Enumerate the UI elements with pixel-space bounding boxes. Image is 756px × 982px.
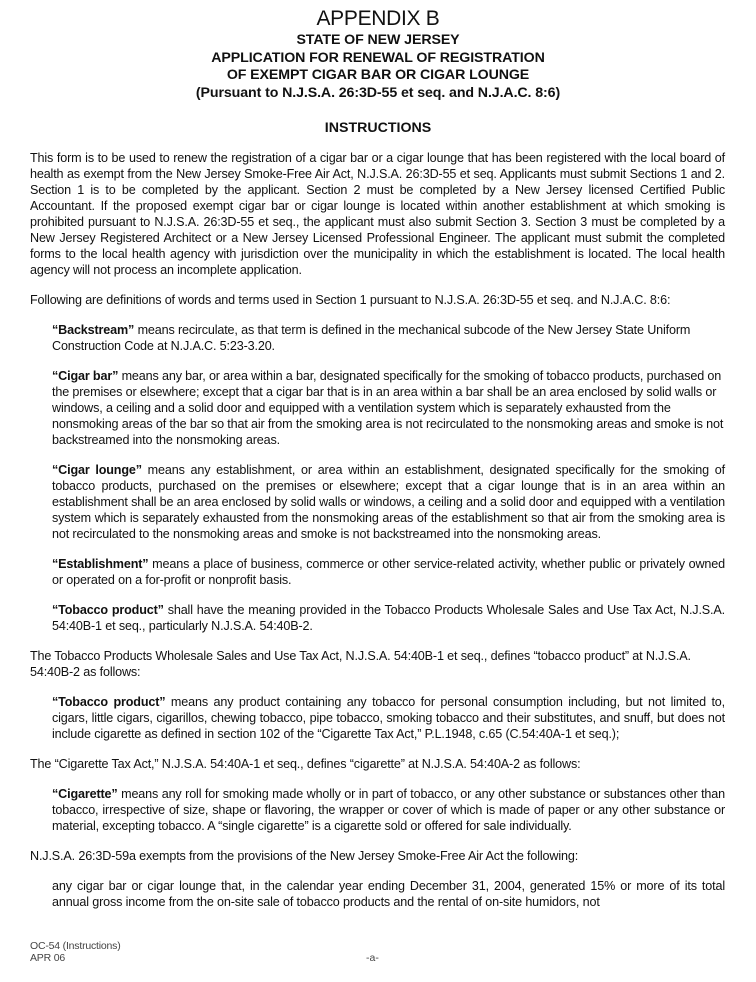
definition-text: means recirculate, as that term is defined in the mechanical subcode of the New Jersey State Uniform Construction Code at N.J.A.C. 5:23-3.20. <box>52 323 691 353</box>
definition-tobacco-product <box>52 602 725 634</box>
tobacco-act-intro: The Tobacco Products Wholesale Sales and Use Tax Act, N.J.S.A. 54:40B-1 et seq., defines “tobacco product” at N.J.S.A. 54:40B-2 as follows: <box>30 649 691 679</box>
form-number: OC-54 (Instructions) <box>30 940 121 952</box>
exemption-intro: N.J.S.A. 26:3D-59a exempts from the provisions of the New Jersey Smoke-Free Air Act the following: <box>30 849 579 863</box>
instructions-heading: INSTRUCTIONS <box>324 120 432 136</box>
definition-term: “Cigarette” <box>52 787 118 801</box>
definition-text: means any roll for smoking made wholly or in part of tobacco, or any other substance or substances other than tobacco, irrespective of size, shape or flavoring, the wrapper or cover of which is made of paper or any other substance or material, excepting tobacco. A “single cigarette” is a cigarette sold or offered for sale individually. <box>52 787 725 833</box>
definition-establishment <box>52 556 725 588</box>
cigarette-definition <box>52 786 725 834</box>
state-title: STATE OF NEW JERSEY <box>296 32 460 48</box>
definition-term: “Tobacco product” <box>52 695 166 709</box>
definition-text: means any establishment, or area within an establishment, designated specifically for the smoking of tobacco products, purchased on the premises or elsewhere; except that a cigar lounge that is in an area within an establishment shall be an area enclosed by solid walls or windows, a ceiling and a solid door and equipped with a ventilation system which is separately exhausted from the nonsmoking areas of the establishment so that air from the smoking area is not recirculated to the nonsmoking areas and smoke is not backstreamed into the nonsmoking areas. <box>52 463 725 541</box>
tobacco-product-statutory-definition <box>52 694 725 742</box>
application-title-cont: OF EXEMPT CIGAR BAR OR CIGAR LOUNGE <box>226 67 530 83</box>
definition-text: means a place of business, commerce or other service-related activity, whether public or privately owned or operated on a for-profit or nonprofit basis. <box>52 557 725 587</box>
definition-text: means any product containing any tobacco for personal consumption including, but not limited to, cigars, little cigars, cigarillos, chewing tobacco, pipe tobacco, smoking tobacco and their substitutes, and snuff, but does not include cigarette as defined in section 102 of the “Cigarette Tax Act,” P.L.1948, c.65 (C.54:40A-1 et seq.); <box>52 695 725 741</box>
definition-backstream <box>52 322 725 354</box>
definition-text: shall have the meaning provided in the Tobacco Products Wholesale Sales and Use Tax Act, N.J.S.A. 54:40B-1 et seq., particularly N.J.S.A. 54:40B-2. <box>52 603 726 633</box>
definition-cigar-bar <box>52 368 725 448</box>
definition-term: “Cigar lounge” <box>52 463 142 477</box>
form-date: APR 06 <box>30 952 65 964</box>
definition-term: “Establishment” <box>52 557 149 571</box>
exemption-text: any cigar bar or cigar lounge that, in the calendar year ending December 31, 2004, generated 15% or more of its total annual gross income from the on-site sale of tobacco products and the rental of on-site humidors, not <box>52 879 725 909</box>
page-number: -a- <box>366 952 379 964</box>
definition-text: means any bar, or area within a bar, designated specifically for the smoking of tobacco products, purchased on the premises or elsewhere; except that a cigar bar that is in an area within a bar shall be an area enclosed by solid walls or windows, a ceiling and a solid door and equipped with a ventilation system which is separately exhausted from the nonsmoking areas of the bar so that air from the smoking area is not recirculated to the nonsmoking areas and smoke is not backstreamed into the nonsmoking areas. <box>52 369 724 447</box>
definition-cigar-lounge <box>52 462 725 542</box>
intro-paragraph: This form is to be used to renew the registration of a cigar bar or a cigar lounge that has been registered with the local board of health as exempt from the New Jersey Smoke-Free Air Act, N.J.S.A. 26:3D-55 et seq. Applicants must submit Sections 1 and 2. Section 1 is to be completed by the applicant. Section 2 must be completed by a New Jersey licensed Certified Public Accountant. If the proposed exempt cigar bar or cigar lounge is located within another establishment at which smoking is prohibited pursuant to N.J.S.A. 26:3D-55 et seq., the applicant must also submit Section 3. Section 3 must be completed by a New Jersey Registered Architect or a New Jersey Licensed Professional Engineer. The applicant must submit the completed forms to the local health agency with jurisdiction over the municipality in which the establishment is located. The local health agency will not process an incomplete application. <box>30 151 725 277</box>
page-footer <box>30 940 121 964</box>
application-title: APPLICATION FOR RENEWAL OF REGISTRATION <box>211 49 545 66</box>
document-body <box>30 150 725 924</box>
document-header <box>0 6 756 102</box>
definition-term: “Tobacco product” <box>52 603 164 617</box>
appendix-title: APPENDIX B <box>316 7 440 30</box>
statute-reference: (Pursuant to N.J.S.A. 26:3D-55 et seq. and N.J.A.C. 8:6) <box>195 84 561 101</box>
definition-term: “Backstream” <box>52 323 135 337</box>
definition-term: “Cigar bar” <box>52 369 119 383</box>
definitions-intro: Following are definitions of words and terms used in Section 1 pursuant to N.J.S.A. 26:3D-55 et seq. and N.J.A.C. 8:6: <box>30 293 671 307</box>
cigarette-act-intro: The “Cigarette Tax Act,” N.J.S.A. 54:40A-1 et seq., defines “cigarette” at N.J.S.A. 54:40A-2 as follows: <box>30 757 581 771</box>
